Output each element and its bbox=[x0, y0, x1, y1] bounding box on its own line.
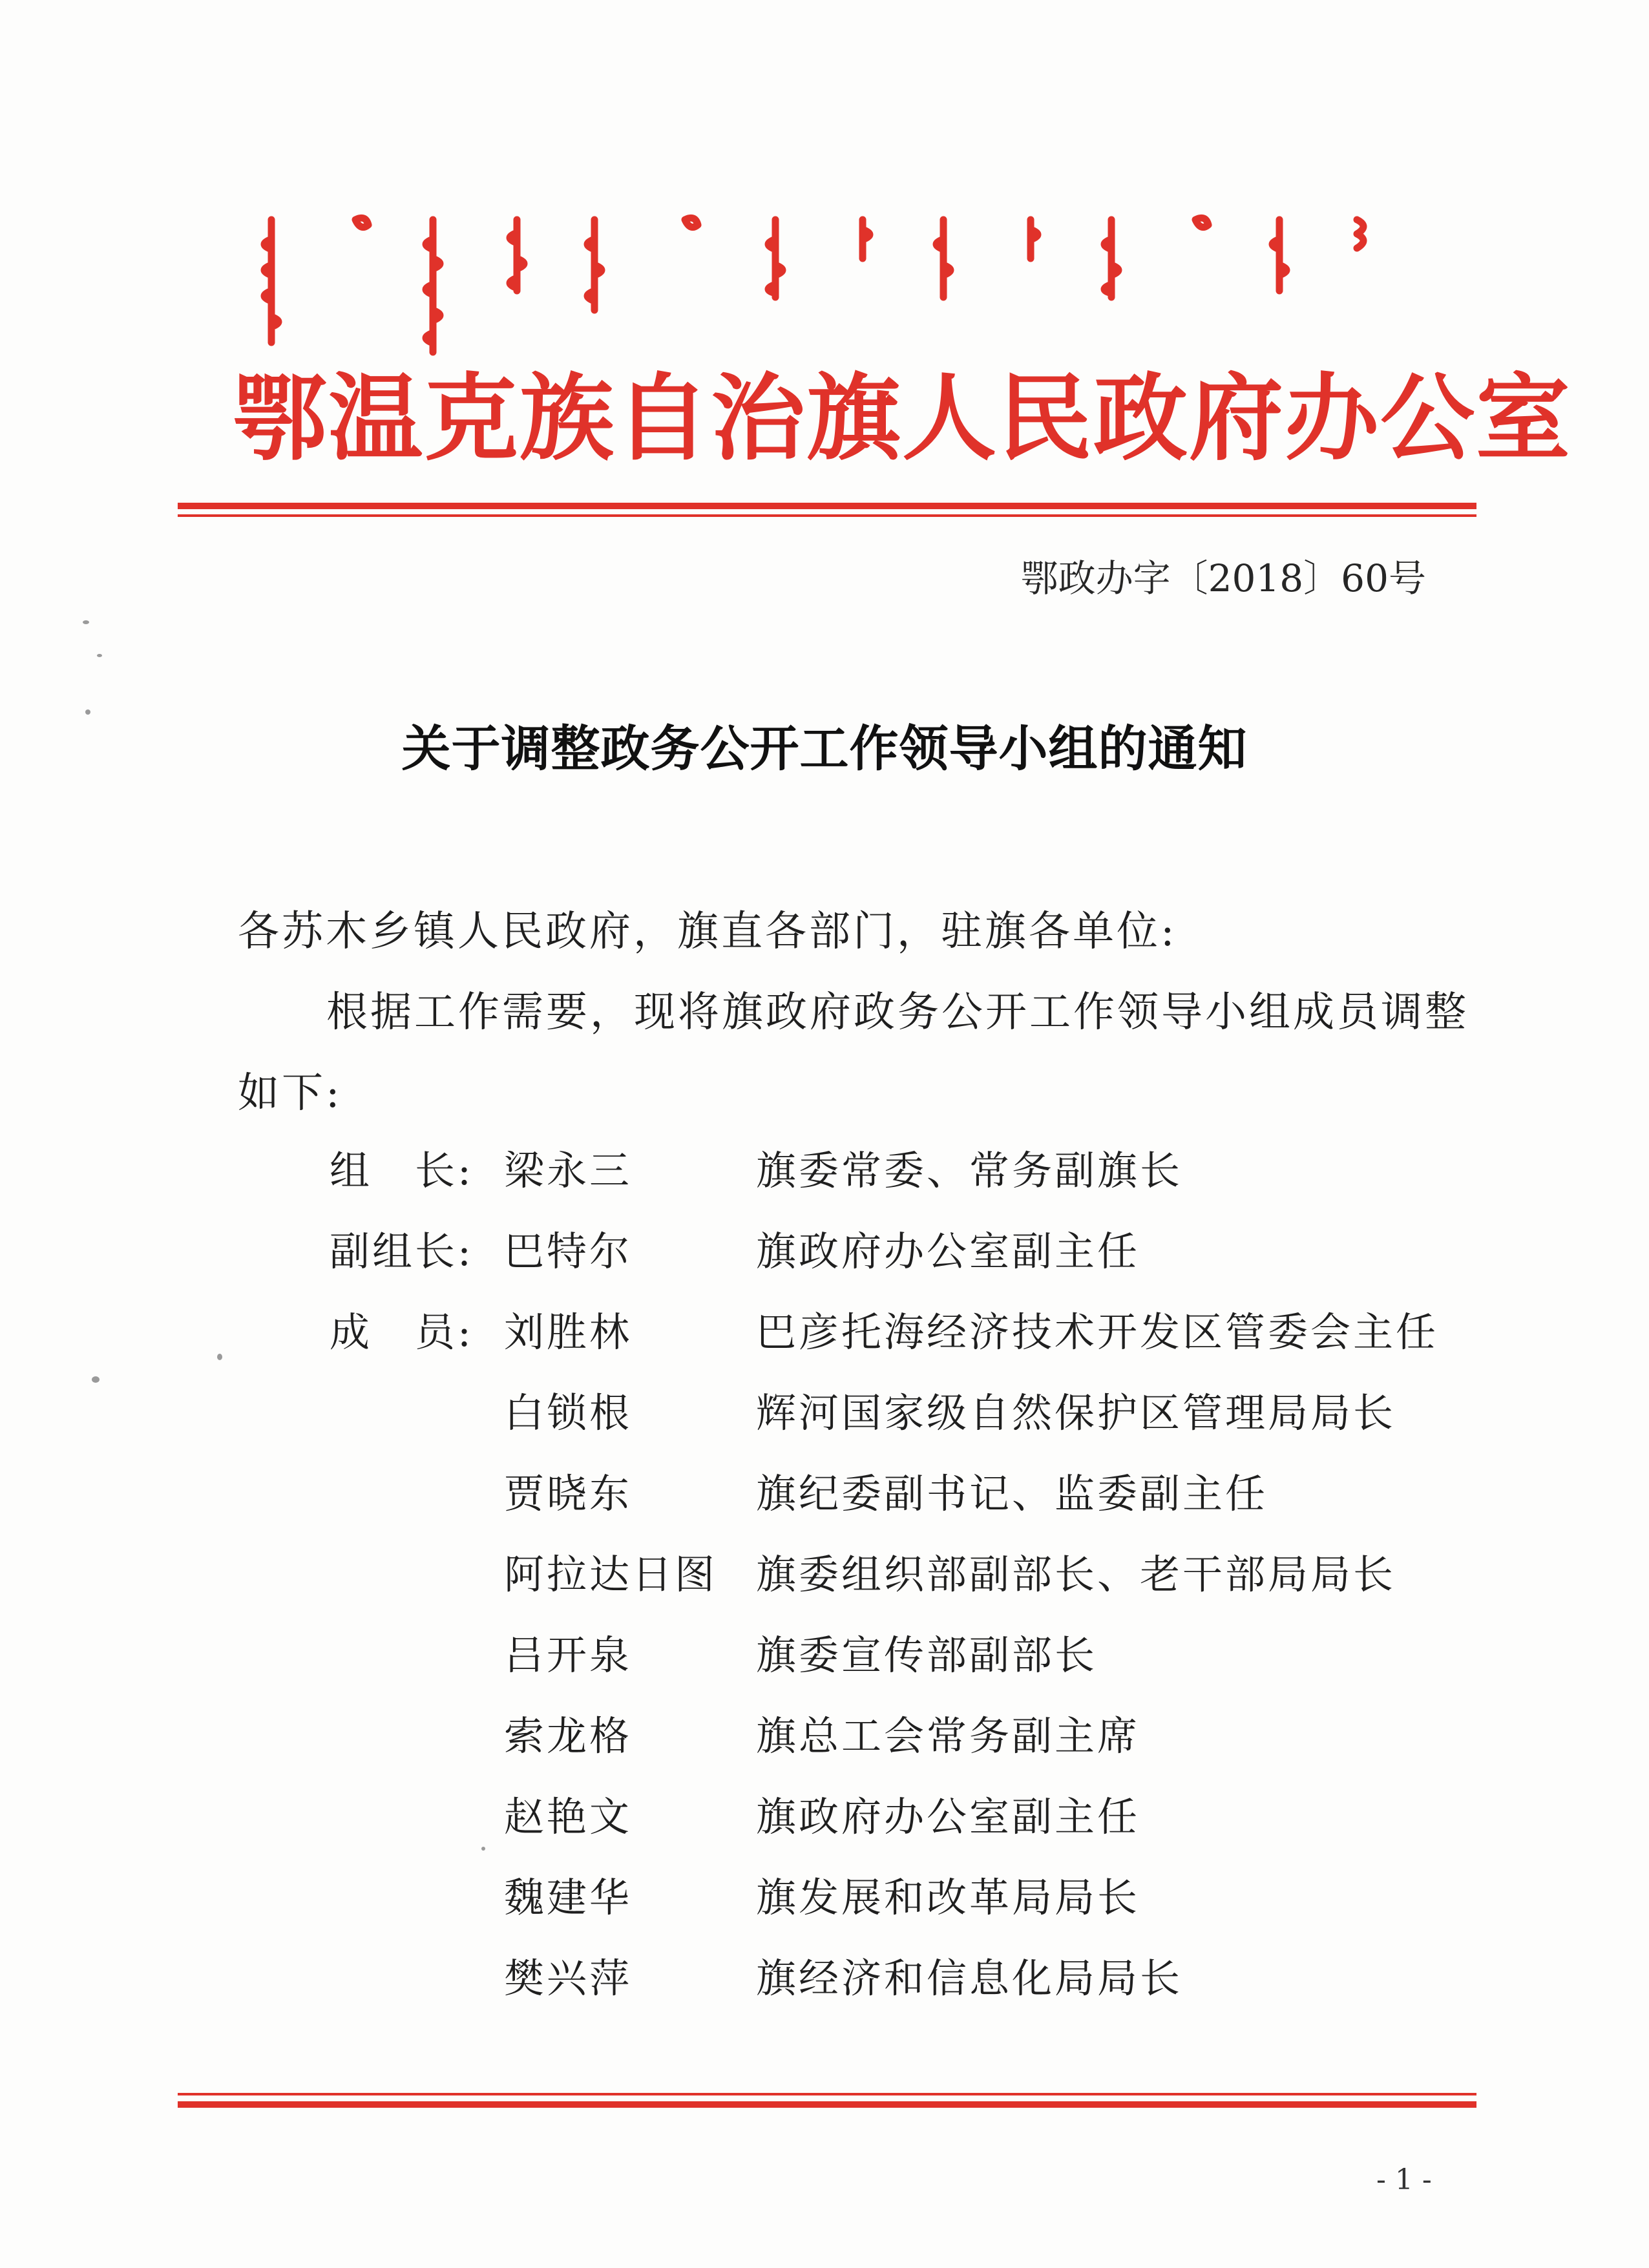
roster-row bbox=[0, 1219, 1649, 1275]
roster-row bbox=[0, 1381, 1649, 1436]
roster-title: 旗委组织部副部长、老干部局局长 bbox=[756, 1551, 1396, 1598]
top-red-rule-thin bbox=[178, 514, 1476, 517]
document-title: 关于调整政务公开工作领导小组的通知 bbox=[401, 720, 1248, 777]
roster-row bbox=[0, 1462, 1649, 1517]
roster-name: 梁永三 bbox=[504, 1147, 633, 1194]
roster-name: 魏建华 bbox=[504, 1874, 633, 1921]
body-paragraph-line-1: 根据工作需要，现将旗政府政务公开工作领导小组成员调整 bbox=[326, 989, 1469, 1036]
organization-title: 鄂温克族自治旗人民政府办公室 bbox=[233, 363, 1571, 474]
roster-row bbox=[0, 1139, 1649, 1194]
roster-name: 吕开泉 bbox=[504, 1632, 633, 1679]
roster-row bbox=[0, 1623, 1649, 1679]
roster-title: 旗委宣传部副部长 bbox=[756, 1632, 1098, 1679]
page-number: - 1 - bbox=[1376, 2163, 1432, 2196]
roster-row bbox=[0, 1704, 1649, 1759]
scan-speck bbox=[217, 1354, 222, 1360]
roster-name: 赵艳文 bbox=[504, 1793, 633, 1840]
roster-title: 旗总工会常务副主席 bbox=[756, 1712, 1140, 1759]
roster-row bbox=[0, 1946, 1649, 2002]
scan-speck bbox=[85, 709, 90, 715]
scan-speck bbox=[83, 620, 89, 624]
roster-row bbox=[0, 1785, 1649, 1840]
roster-title: 旗政府办公室副主任 bbox=[756, 1793, 1140, 1840]
roster-name: 巴特尔 bbox=[504, 1228, 633, 1275]
document-number: 鄂政办字〔2018〕60号 bbox=[1020, 556, 1426, 600]
bottom-red-rule-thick bbox=[178, 2101, 1476, 2108]
scan-speck bbox=[92, 1376, 100, 1383]
roster-role: 成 员: bbox=[330, 1308, 474, 1356]
roster-title: 旗发展和改革局局长 bbox=[756, 1874, 1140, 1921]
roster-name: 阿拉达日图 bbox=[504, 1551, 718, 1598]
scan-speck bbox=[481, 1847, 485, 1851]
roster-title: 旗纪委副书记、监委副主任 bbox=[756, 1470, 1268, 1517]
addressee-line: 各苏木乡镇人民政府，旗直各部门，驻旗各单位: bbox=[238, 908, 1177, 956]
roster-row bbox=[0, 1865, 1649, 1921]
bottom-red-rule-thin bbox=[178, 2093, 1476, 2095]
roster-title: 旗委常委、常务副旗长 bbox=[756, 1147, 1183, 1194]
top-red-rule-thick bbox=[178, 503, 1476, 509]
roster-title: 巴彦托海经济技术开发区管委会主任 bbox=[756, 1308, 1439, 1356]
roster-title: 辉河国家级自然保护区管理局局长 bbox=[756, 1389, 1396, 1436]
roster-name: 樊兴萍 bbox=[504, 1955, 633, 2002]
roster-role: 副组长: bbox=[330, 1228, 474, 1275]
roster-name: 白锁根 bbox=[504, 1389, 633, 1436]
roster-role: 组 长: bbox=[330, 1147, 474, 1194]
roster-name: 刘胜林 bbox=[504, 1308, 633, 1356]
roster-name: 索龙格 bbox=[504, 1712, 633, 1759]
roster-title: 旗经济和信息化局局长 bbox=[756, 1955, 1183, 2002]
scan-speck bbox=[97, 654, 102, 657]
mongolian-letterhead-logo bbox=[246, 213, 1409, 362]
roster-name: 贾晓东 bbox=[504, 1470, 633, 1517]
roster-title: 旗政府办公室副主任 bbox=[756, 1228, 1140, 1275]
body-paragraph-line-2: 如下: bbox=[238, 1069, 342, 1117]
roster-row bbox=[0, 1542, 1649, 1598]
roster-row bbox=[0, 1300, 1649, 1356]
